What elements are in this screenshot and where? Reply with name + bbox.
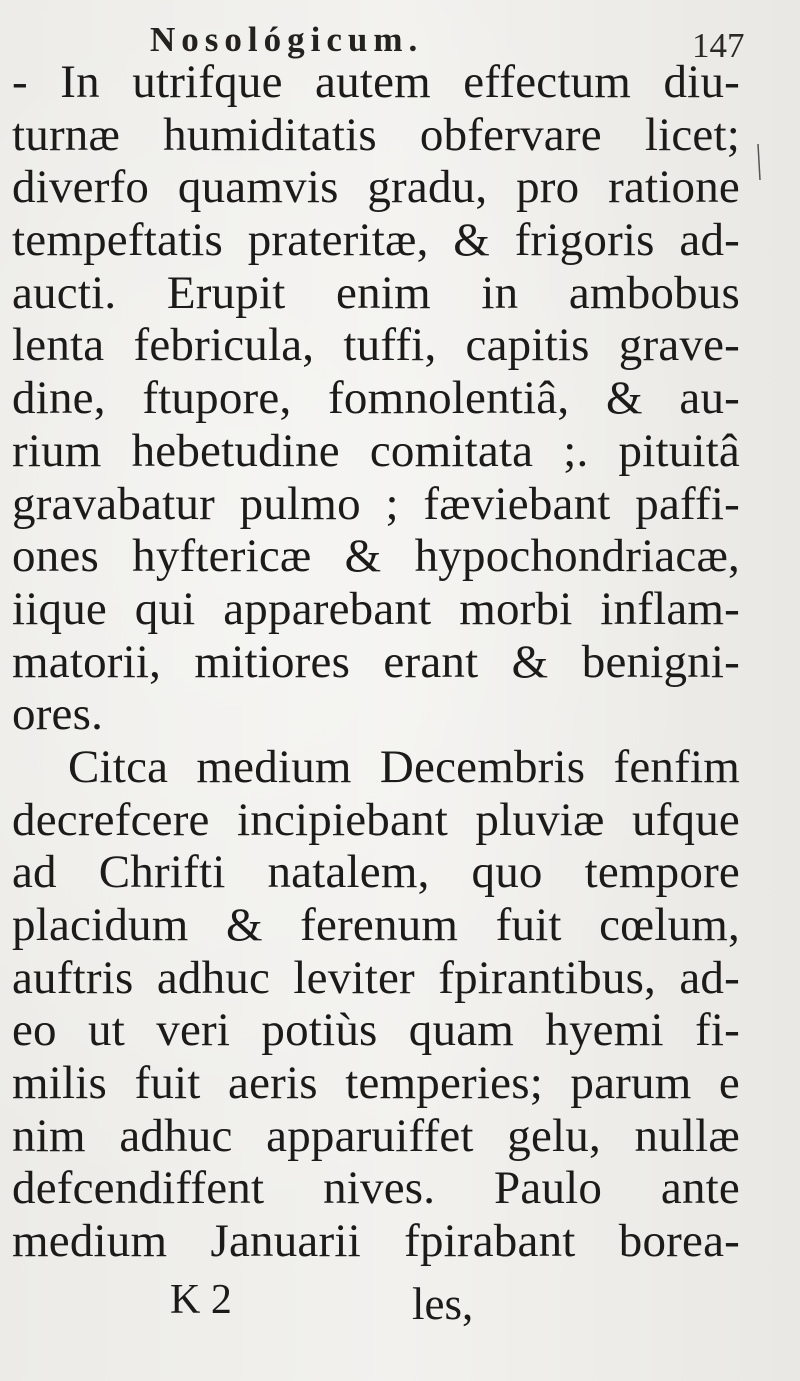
catchword: les, <box>412 1279 474 1329</box>
margin-ink-marks <box>752 140 782 200</box>
page-number: 147 <box>692 26 745 65</box>
text-line: nim adhuc apparuiffet gelu, nullæ <box>12 1109 740 1162</box>
text-line: placidum & ferenum fuit cœlum, <box>12 899 740 951</box>
text-line: turnæ humiditatis obfervare licet; <box>12 108 740 161</box>
text-line: - In utrifque autem effectum diu- <box>12 56 740 108</box>
text-line: Citca medium Decembris fenfim <box>68 740 740 793</box>
text-line: medium Januarii fpirabant borea- <box>12 1215 740 1268</box>
text-line: gravabatur pulmo ; fæviebant paffi- <box>12 477 740 530</box>
text-line: ores. <box>12 688 104 741</box>
text-line: lenta febricula, tuffi, capitis grave- <box>12 319 740 372</box>
text-line: decrefcere incipiebant pluviæ ufque <box>12 793 740 846</box>
text-line: diverfo quamvis gradu, pro ratione <box>12 161 740 214</box>
text-line: aucti. Erupit enim in ambobus <box>12 266 740 319</box>
text-line: eo ut veri potiùs quam hyemi fi- <box>12 1004 740 1057</box>
text-line: auftris adhuc leviter fpirantibus, ad- <box>12 951 740 1004</box>
text-line: milis fuit aeris temperies; parum e <box>12 1057 740 1110</box>
text-line: tempeftatis prateritæ, & frigoris ad- <box>12 214 740 267</box>
text-line: ad Chrifti natalem, quo tempore <box>12 846 740 899</box>
signature-mark: K 2 <box>170 1277 232 1323</box>
text-line: ones hyftericæ & hypochondriacæ, <box>12 530 740 583</box>
text-line: defcendiffent nives. Paulo ante <box>12 1162 740 1215</box>
running-head: Nosológicum. <box>150 20 424 59</box>
text-line: iique qui apparebant morbi inflam- <box>12 582 740 635</box>
body-text <box>12 56 740 1268</box>
text-line: dine, ftupore, fomnolentiâ, & au- <box>12 372 740 425</box>
text-line: rium hebetudine comitata ;. pituitâ <box>12 424 740 477</box>
text-line: matorii, mitiores erant & benigni- <box>12 635 740 688</box>
